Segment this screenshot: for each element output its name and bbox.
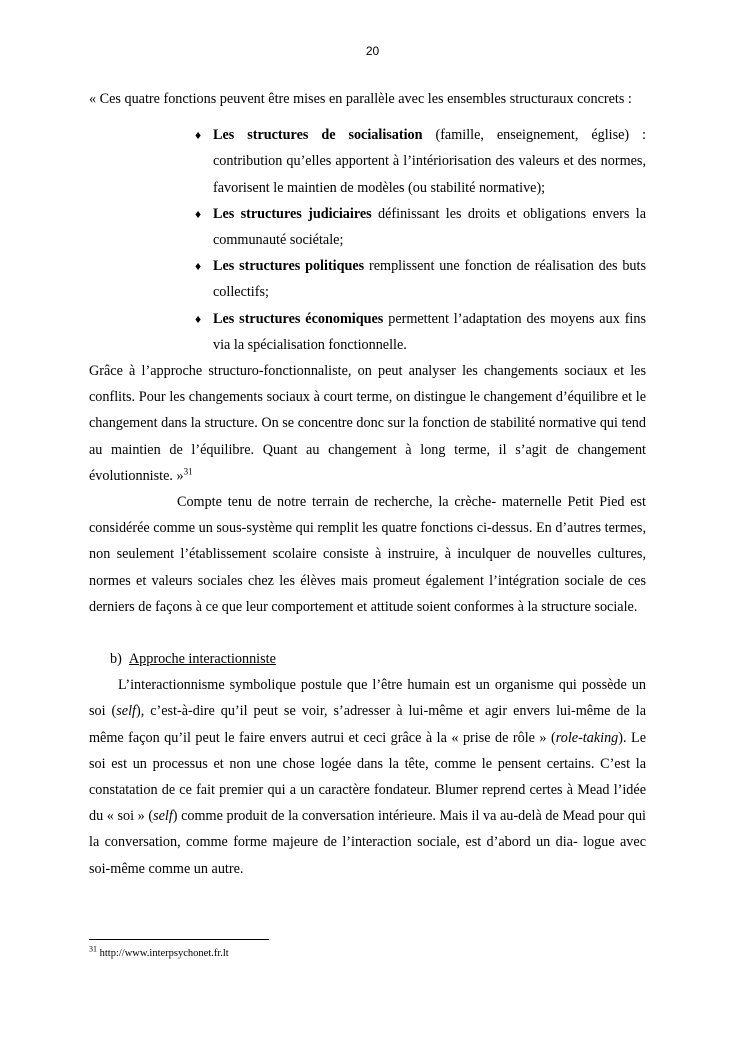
footnote <box>89 944 229 961</box>
list-item <box>89 306 646 358</box>
diamond-bullet-icon: ♦ <box>195 128 202 143</box>
diamond-bullet-icon: ♦ <box>195 311 202 326</box>
italic-term: self <box>116 703 136 720</box>
page-number: 20 <box>365 44 380 58</box>
paragraph-interactionnisme: L’interactionnisme symbolique postule que l’être humain est un organisme qui possède un soi (self), c’est-à-dire qu’il peut se voir, s’adresser à lui-même et agir envers lui-même de la même façon qu’il peut le faire envers autrui et ceci grâce à la « prise de rôle » (role-taking). Le soi est un processus et non une chose logée dans la tête, comme le pensent certains. C’est la constatation de ce fait premier qui a un caractère fondateur. Blumer reprend certes à Mead l’idée du « soi » (self) comme produit de la conversation intérieure. Mais il va au-delà de Mead pour qui la conversation, comme forme majeure de l’interaction sociale, est d’abord un dia- logue avec soi-même comme un autre. <box>89 677 647 877</box>
italic-term: role-taking <box>555 729 619 746</box>
list-item-text: (famille, enseignement, église) : contribution qu’elles apportent à l’intériorisation des valeurs et des normes, favorisent le maintien de modèles (ou stabilité normative); <box>213 127 646 196</box>
paragraph-terrain-recherche: Compte tenu de notre terrain de recherche, la crèche- maternelle Petit Pied est considérée comme un sous-système qui remplit les quatre fonctions ci-dessus. En d’autres termes, non seulement l’établissement scolaire consiste à instruire, à inculquer de nouvelles cultures, normes et valeurs sociales chez les élèves mais promeut également l’intégration sociale de ces derniers de façons à ce que leur comportement et attitude soient conformes à la structure sociale. <box>89 494 646 615</box>
list-item-title: Les structures économiques <box>213 310 384 327</box>
diamond-bullet-icon: ♦ <box>195 259 202 274</box>
italic-term: self <box>153 808 173 825</box>
footnote-separator <box>89 939 269 940</box>
intro-paragraph: « Ces quatre fonctions peuvent être mises en parallèle avec les ensembles structuraux concrets : <box>89 91 632 107</box>
heading-title: Approche interactionniste <box>128 651 276 668</box>
diamond-bullet-icon: ♦ <box>195 206 202 221</box>
list-item-title: Les structures judiciaires <box>213 205 372 222</box>
list-item-title: Les structures de socialisation <box>213 127 423 144</box>
structures-list <box>89 122 646 358</box>
list-item-title: Les structures politiques <box>213 258 365 275</box>
footnote-reference[interactable]: 31 <box>183 466 193 477</box>
spacer <box>89 620 646 646</box>
list-item-text: définissant les droits et obligations envers la communauté sociétale; <box>213 205 646 249</box>
footnote-link[interactable]: http://www.interpsychonet.fr.lt <box>99 948 229 959</box>
section-heading <box>89 646 646 672</box>
list-item <box>89 253 646 305</box>
heading-marker: b) <box>110 651 122 668</box>
paragraph-structuro-fonctionnaliste: Grâce à l’approche structuro-fonctionnaliste, on peut analyser les changements sociaux et les conflits. Pour les changements sociaux à court terme, on distingue le changement d’équilibre et le changement dans la structure. On se concentre donc sur la fonction de stabilité normative qui tend au maintien de l’équilibre. Quant au changement à long terme, il s’agit de changement évolutionniste. »$^{31}$ <box>89 363 646 484</box>
body-text <box>89 86 646 882</box>
list-item <box>89 201 646 253</box>
footnote-number: 31 <box>89 944 97 954</box>
list-item-text: remplissent une fonction de réalisation des buts collectifs; <box>213 258 646 301</box>
list-item <box>89 122 646 201</box>
list-item-text: permettent l’adaptation des moyens aux fins via la spécialisation fonctionnelle. <box>213 310 646 353</box>
